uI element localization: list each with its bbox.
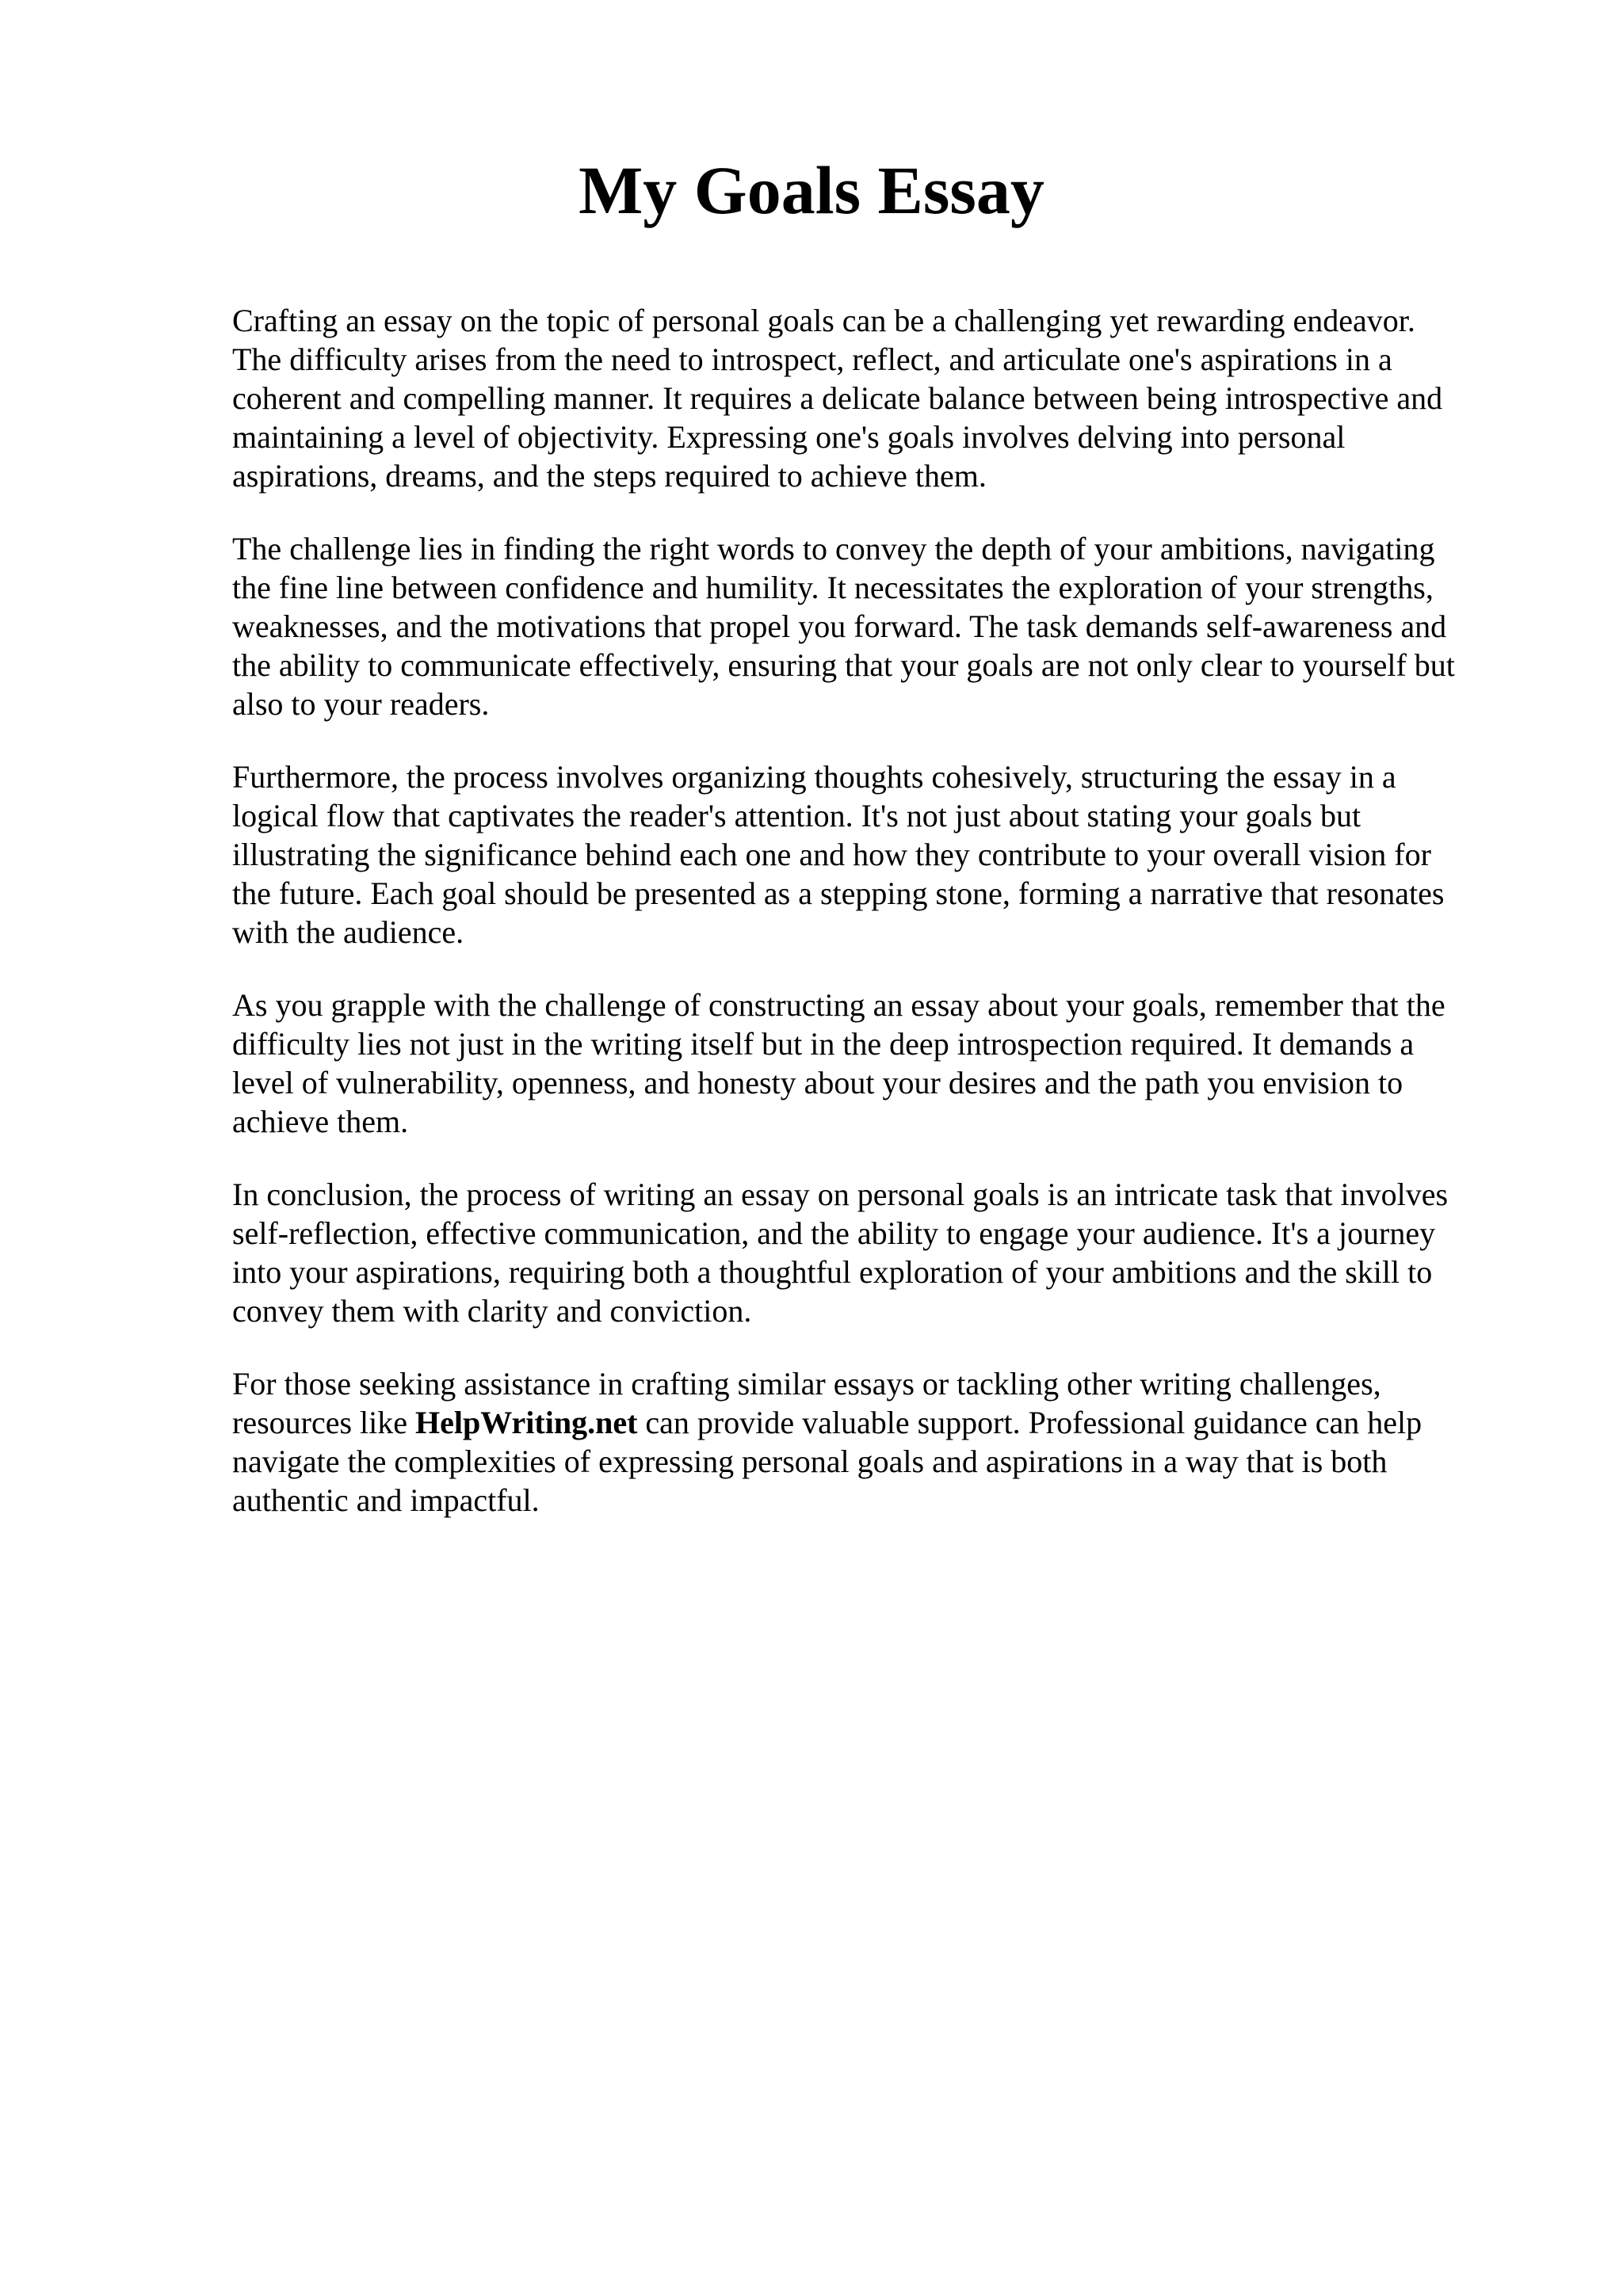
document-body [232,301,1520,1554]
paragraph-line: authentic and impactful. [232,1482,540,1518]
paragraph-line: The difficulty arises from the need to introspect, reflect, and articulate one's aspirations in a [232,341,1392,377]
paragraph-line: coherent and compelling manner. It requires a delicate balance between being introspective and [232,380,1443,416]
paragraph-line: the ability to communicate effectively, ensuring that your goals are not only clear to yourself but [232,647,1455,683]
paragraph-line [232,1403,1520,1442]
paragraph-line: difficulty lies not just in the writing itself but in the deep introspection required. It demands a [232,1026,1415,1062]
paragraph-line: As you grapple with the challenge of constructing an essay about your goals, remember that the [232,987,1445,1023]
paragraph-4 [232,986,1520,1141]
paragraph-line: level of vulnerability, openness, and honesty about your desires and the path you envision to [232,1065,1403,1100]
paragraph-line: convey them with clarity and conviction. [232,1293,752,1329]
paragraph-line: Crafting an essay on the topic of personal goals can be a challenging yet rewarding endeavor. [232,303,1415,338]
paragraph-line: Furthermore, the process involves organizing thoughts cohesively, structuring the essay in a [232,759,1396,795]
paragraph-line: The challenge lies in finding the right words to convey the depth of your ambitions, navigating [232,531,1435,566]
document-title: My Goals Essay [579,152,1044,228]
paragraph-line: also to your readers. [232,686,490,722]
paragraph-line: achieve them. [232,1104,409,1139]
paragraph-5 [232,1175,1520,1330]
paragraph-3 [232,757,1520,952]
paragraph-1 [232,301,1520,495]
paragraph-line: For those seeking assistance in crafting similar essays or tackling other writing challenges, [232,1366,1381,1402]
paragraph-line: In conclusion, the process of writing an essay on personal goals is an intricate task that involves [232,1177,1449,1212]
paragraph-line: with the audience. [232,914,464,950]
closing-text-after: can provide valuable support. Professional guidance can help [637,1405,1423,1440]
paragraph-2 [232,529,1520,723]
brand-name: HelpWriting.net [415,1405,638,1440]
paragraph-line: logical flow that captivates the reader's attention. It's not just about stating your goals but [232,798,1361,833]
paragraph-line: aspirations, dreams, and the steps required to achieve them. [232,458,987,494]
paragraph-closing [232,1364,1520,1520]
paragraph-line: self-reflection, effective communication, and the ability to engage your audience. It's a journey [232,1215,1436,1251]
paragraph-line: navigate the complexities of expressing personal goals and aspirations in a way that is both [232,1444,1388,1479]
closing-text-before: resources like [232,1405,416,1440]
paragraph-line: the future. Each goal should be presented as a stepping stone, forming a narrative that resonates [232,875,1445,911]
paragraph-line: into your aspirations, requiring both a thoughtful exploration of your ambitions and the skill to [232,1254,1433,1290]
paragraph-line: illustrating the significance behind each one and how they contribute to your overall vision for [232,837,1431,872]
paragraph-line: the fine line between confidence and humility. It necessitates the exploration of your strengths, [232,570,1434,605]
paragraph-line: weaknesses, and the motivations that propel you forward. The task demands self-awareness and [232,608,1447,644]
paragraph-line: maintaining a level of objectivity. Expressing one's goals involves delving into personal [232,419,1346,455]
